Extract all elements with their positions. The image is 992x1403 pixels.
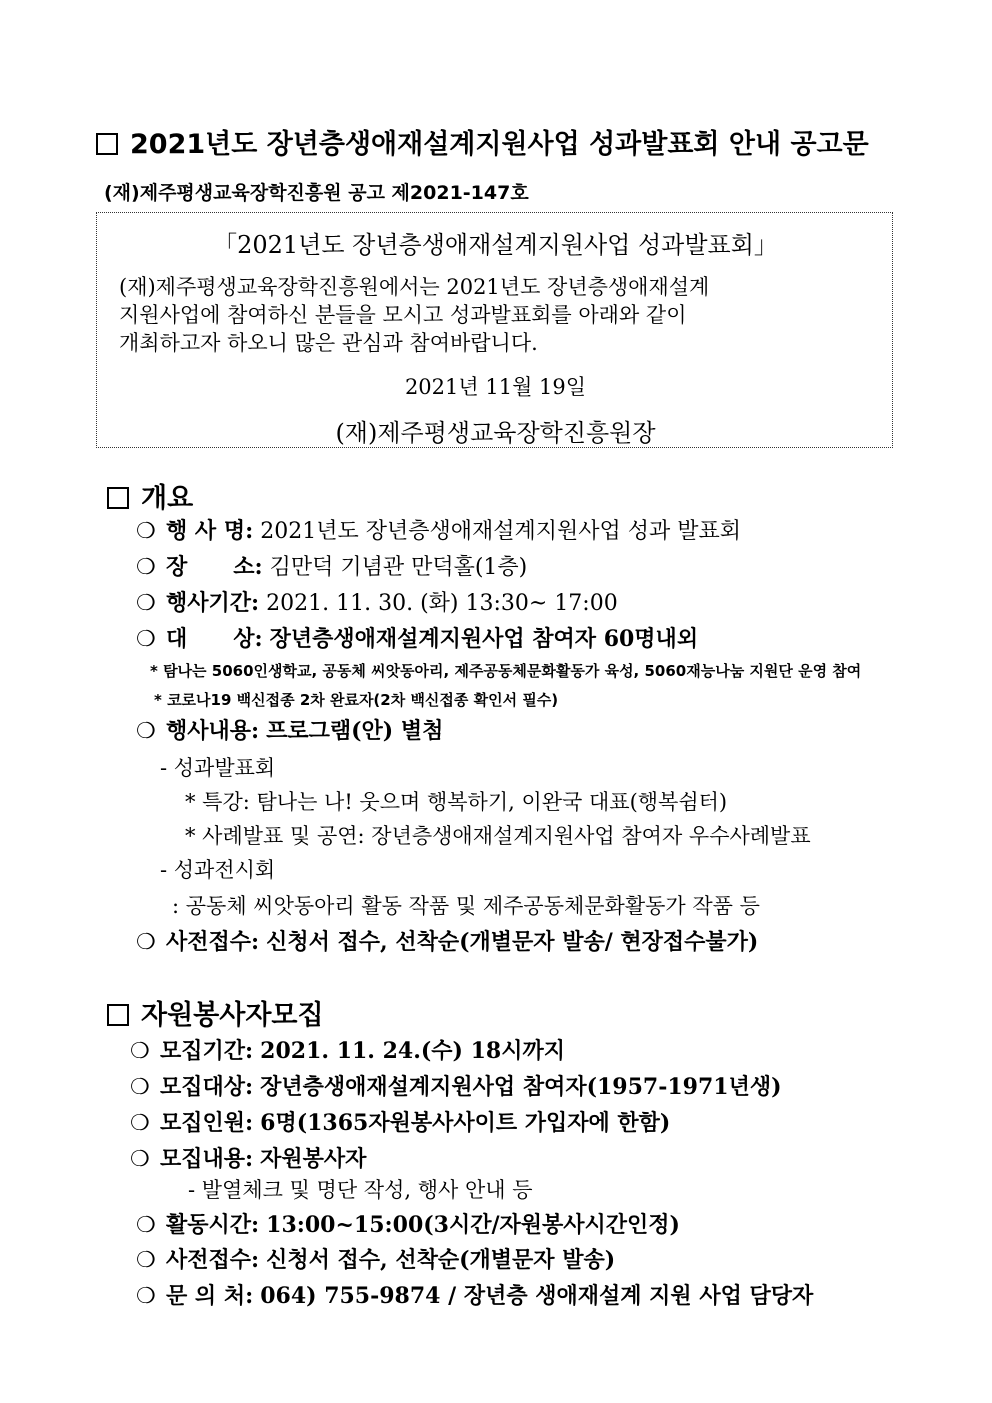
checkbox-square-icon: [96, 133, 118, 155]
volunteer-registration: [136, 1243, 615, 1274]
content-subitem: * 특강: 탐나는 나! 웃으며 행복하기, 이완국 대표(행복쉼터): [185, 790, 728, 814]
circle-bullet-icon: ❍: [136, 555, 156, 580]
notice-body-line: 개최하고자 하오니 많은 관심과 참여바랍니다.: [119, 331, 538, 355]
circle-bullet-icon: ❍: [130, 1039, 150, 1064]
item-label: 활동시간:: [166, 1212, 260, 1238]
circle-bullet-icon: ❍: [136, 930, 156, 955]
notice-box: [96, 212, 893, 448]
item-label: 장 소:: [166, 554, 263, 580]
item-value: 프로그램(안) 별첨: [266, 718, 444, 744]
content-subitem: : 공동체 씨앗동아리 활동 작품 및 제주공동체문화활동가 작품 등: [172, 894, 760, 918]
item-value: 13:00~15:00(3시간/자원봉사시간인정): [266, 1212, 680, 1238]
notice-heading: 「2021년도 장년층생애재설계지원사업 성과발표회」: [213, 231, 778, 259]
volunteer-content: [130, 1142, 366, 1173]
volunteer-target: [130, 1070, 782, 1101]
overview-content: [136, 714, 443, 745]
item-value: 신청서 접수, 선착순(개별문자 발송/ 현장접수불가): [266, 929, 759, 955]
item-label: 모집기간:: [160, 1038, 254, 1064]
circle-bullet-icon: ❍: [136, 1284, 156, 1309]
item-value: 장년층생애재설계지원사업 참여자 60명내외: [269, 626, 699, 652]
item-label: 행 사 명:: [166, 518, 254, 544]
item-value: 2021. 11. 24.(수) 18시까지: [260, 1038, 565, 1064]
title-text: 2021년도 장년층생애재설계지원사업 성과발표회 안내 공고문: [130, 129, 869, 160]
item-value: 2021. 11. 30. (화) 13:30~ 17:00: [266, 591, 618, 616]
item-label: 문 의 처:: [166, 1283, 254, 1309]
item-label: 사전접수:: [166, 1247, 260, 1273]
overview-event-name: [136, 514, 741, 545]
overview-period: [136, 586, 618, 617]
content-subitem: - 성과전시회: [160, 858, 276, 882]
circle-bullet-icon: ❍: [130, 1147, 150, 1172]
section-heading-overview: [107, 476, 193, 515]
circle-bullet-icon: ❍: [136, 627, 156, 652]
item-value: 장년층생애재설계지원사업 참여자(1957-1971년생): [260, 1074, 782, 1100]
circle-bullet-icon: ❍: [136, 1213, 156, 1238]
item-value: 김만덕 기념관 만덕홀(1층): [269, 555, 528, 580]
item-value: 6명(1365자원봉사사이트 가입자에 한함): [260, 1110, 671, 1136]
volunteer-count: [130, 1106, 670, 1137]
document-title: [96, 122, 869, 161]
overview-venue: [136, 550, 527, 581]
item-value: 신청서 접수, 선착순(개별문자 발송): [266, 1247, 616, 1273]
checkbox-square-icon: [107, 487, 129, 509]
circle-bullet-icon: ❍: [130, 1075, 150, 1100]
item-value: 064) 755-9874 / 장년층 생애재설계 지원 사업 담당자: [260, 1283, 814, 1309]
volunteer-subitem: - 발열체크 및 명단 작성, 행사 안내 등: [188, 1178, 533, 1202]
item-label: 행사내용:: [166, 718, 260, 744]
item-value: 2021년도 장년층생애재설계지원사업 성과 발표회: [260, 519, 741, 544]
circle-bullet-icon: ❍: [136, 591, 156, 616]
volunteer-period: [130, 1034, 565, 1065]
notice-number: (재)제주평생교육장학진흥원 공고 제2021-147호: [104, 182, 529, 204]
content-subitem: - 성과발표회: [160, 756, 276, 780]
section-heading-volunteer: [107, 993, 324, 1032]
circle-bullet-icon: ❍: [136, 1248, 156, 1273]
circle-bullet-icon: ❍: [130, 1111, 150, 1136]
notice-body-line: 지원사업에 참여하신 분들을 모시고 성과발표회를 아래와 같이: [119, 303, 687, 327]
checkbox-square-icon: [107, 1004, 129, 1026]
overview-note: * 코로나19 백신접종 2차 완료자(2차 백신접종 확인서 필수): [154, 691, 559, 709]
item-label: 행사기간:: [166, 590, 260, 616]
section-heading-text: 개요: [141, 483, 194, 514]
circle-bullet-icon: ❍: [136, 719, 156, 744]
item-label: 모집인원:: [160, 1110, 254, 1136]
volunteer-hours: [136, 1208, 680, 1239]
item-label: 사전접수:: [166, 929, 260, 955]
overview-note: * 탐나는 5060인생학교, 공동체 씨앗동아리, 제주공동체문화활동가 육성, 5060재능나눔 지원단 운영 참여: [150, 662, 862, 680]
overview-registration: [136, 925, 758, 956]
notice-signature: (재)제주평생교육장학진흥원장: [335, 419, 656, 447]
notice-body-line: (재)제주평생교육장학진흥원에서는 2021년도 장년층생애재설계: [119, 275, 710, 299]
overview-target: [136, 622, 698, 653]
item-label: 대 상:: [166, 626, 263, 652]
section-heading-text: 자원봉사자모집: [141, 1000, 324, 1031]
notice-date: 2021년 11월 19일: [404, 375, 587, 399]
item-label: 모집내용:: [160, 1146, 254, 1172]
volunteer-contact: [136, 1279, 813, 1310]
item-label: 모집대상:: [160, 1074, 254, 1100]
item-value: 자원봉사자: [260, 1146, 367, 1172]
content-subitem: * 사례발표 및 공연: 장년층생애재설계지원사업 참여자 우수사례발표: [185, 824, 811, 848]
circle-bullet-icon: ❍: [136, 519, 156, 544]
